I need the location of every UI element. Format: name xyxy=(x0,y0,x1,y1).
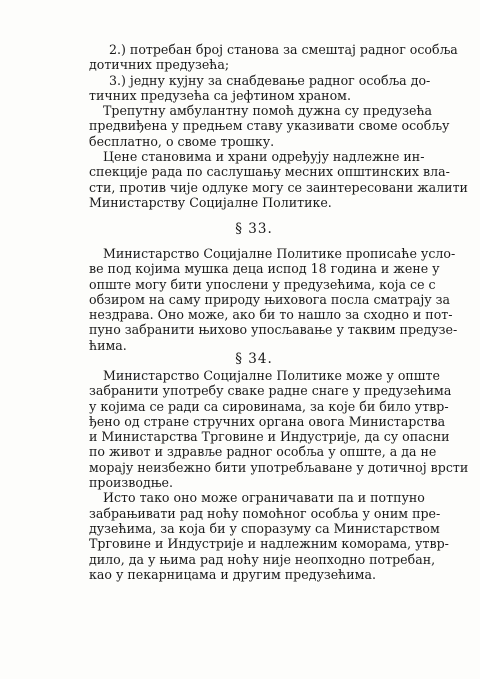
text-line: забранити употребу сваке радне снаге у предузећима xyxy=(89,383,452,399)
section-33-text xyxy=(89,246,458,353)
text-line: Министарство Социјалне Политике може у опште xyxy=(103,368,440,383)
text-line: као у пекарницама и другим предузећима. xyxy=(89,566,376,582)
text-line: дило, да у њима рад ноћу није неопходно потребан, xyxy=(89,551,436,567)
text-line: производње. xyxy=(89,475,174,491)
text-line: пуно забранити њихово упосљавање у таквим предузе- xyxy=(89,322,458,338)
text-line: ве под којима мушка деца испод 18 година и жене у xyxy=(89,261,440,277)
text-line: 3.) једну кујну за снабдевање радног особља до- xyxy=(109,72,431,88)
text-line: Трговине и Индустрије и надлежним коморама, утвр- xyxy=(89,536,449,552)
text-line: Исто тако оно може ограничавати па и потпуно xyxy=(103,490,425,506)
text-line: нездрава. Оно може, ако би то нашло за сходно и пот- xyxy=(89,307,453,323)
intro-text xyxy=(89,42,468,210)
text-line: Цене становима и храни одређују надлежне ин- xyxy=(103,149,425,165)
text-line: ђено од стране стручних органа овога Министарства xyxy=(89,413,446,429)
text-line: тичних предузећа са јефтином храном. xyxy=(89,87,351,103)
text-line: дотичних предузећа; xyxy=(89,57,230,73)
text-line: 2.) потребан број станова за смештај радног особља xyxy=(109,42,458,57)
text-line: по живот и здравље радног особља у опште, а да не xyxy=(89,444,437,460)
section-heading-33: § 33. xyxy=(235,221,273,237)
text-line: предвиђена у предњем ставу указивати своме особљу xyxy=(89,118,450,134)
text-line: Министарству Социјалне Политике. xyxy=(89,194,332,210)
text-line: спекције рада по саслушању месних општинских вла- xyxy=(89,164,450,180)
text-line: Министарство Социјалне Политике прописаће усло- xyxy=(103,246,456,261)
text-line: у којима се ради са сировинама, за које би било утвр- xyxy=(89,398,449,414)
section-heading-34: § 34. xyxy=(235,351,273,367)
text-line: Трепутну амбулантну помоћ дужна су предузећа xyxy=(103,103,433,119)
text-line: забрањивати рад ноћу помоћног особља у оним пре- xyxy=(89,505,441,521)
text-line: обзиром на саму природу њиховога посла сматрају за xyxy=(89,291,451,307)
text-line: и Министарства Трговине и Индустрије, да су опасни xyxy=(89,429,450,445)
text-line: морају неизбежно бити употребљаване у дотичној врсти xyxy=(89,459,469,475)
text-line: ћима. xyxy=(89,337,127,353)
section-34-text xyxy=(89,368,469,582)
text-line: опште могу бити упослени у предузећима, која се с xyxy=(89,276,436,292)
text-line: бесплатно, о своме трошку. xyxy=(89,133,275,149)
text-line: сти, против чије одлуке могу се заинтересовани жалити xyxy=(89,179,468,195)
text-line: дузећима, за која би у споразуму са Министарством xyxy=(89,520,440,536)
